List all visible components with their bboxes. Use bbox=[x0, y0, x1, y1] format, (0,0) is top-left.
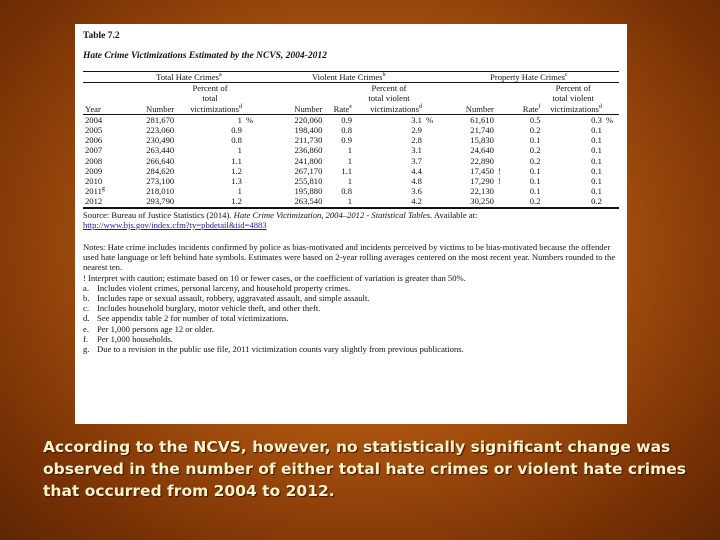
cell-t-num: 273,100 bbox=[146, 176, 175, 187]
note-letter: f. bbox=[83, 333, 89, 344]
table-row bbox=[83, 135, 619, 145]
cell-year: 2011$^g$ bbox=[85, 186, 105, 197]
cell-p-flag bbox=[496, 114, 511, 125]
cell-v-pct-unit: % bbox=[425, 114, 434, 125]
cell-p-rate: 0.1 bbox=[529, 176, 541, 187]
table-row bbox=[83, 125, 619, 135]
cell-v-pct-unit bbox=[424, 145, 439, 155]
cell-t-pct-unit bbox=[244, 125, 259, 135]
cell-year: 2008 bbox=[85, 155, 103, 166]
cell-p-pct-unit bbox=[604, 196, 619, 206]
note-item bbox=[83, 313, 619, 323]
cell-v-num: 220,060 bbox=[294, 114, 323, 125]
cell-p-pct-unit bbox=[604, 166, 619, 176]
cell-t-pct: 1 bbox=[237, 114, 242, 125]
cell-year: 2006 bbox=[85, 135, 103, 146]
cell-year: 2009 bbox=[85, 165, 103, 176]
cell-p-pct: 0.1 bbox=[591, 135, 602, 146]
table-row bbox=[83, 156, 619, 166]
cell-p-num: 30,250 bbox=[470, 196, 494, 207]
cell-v-num: 255,810 bbox=[294, 176, 323, 187]
cell-t-num: 281,670 bbox=[146, 114, 175, 125]
cell-p-flag bbox=[496, 145, 511, 155]
cell-p-rate: 0.2 bbox=[529, 145, 541, 156]
note-text: Due to a revision in the public use file, 2011 victimization counts vary slightly from previous publications. bbox=[97, 344, 464, 355]
note-letter: c. bbox=[83, 303, 89, 314]
cell-p-num: 61,610 bbox=[470, 114, 494, 125]
cell-p-flag: ! bbox=[497, 176, 501, 187]
note-item bbox=[83, 303, 619, 313]
cell-p-rate: 0.1 bbox=[529, 186, 541, 197]
col-year: Year bbox=[83, 104, 119, 115]
group-header-row bbox=[83, 72, 619, 83]
cell-p-rate: 0.1 bbox=[529, 135, 541, 146]
cell-p-num: 17,290 bbox=[470, 176, 494, 187]
cell-t-pct-unit bbox=[244, 186, 259, 196]
col-violent-pct: victimizations$^d$ bbox=[354, 104, 424, 115]
cell-p-pct-unit bbox=[604, 135, 619, 145]
cell-t-pct-unit: % bbox=[245, 114, 254, 125]
cell-p-pct-unit bbox=[604, 176, 619, 186]
source-link[interactable]: http://www.bjs.gov/index.cfm?ty=pbdetail&iid=4883 bbox=[83, 219, 267, 230]
note-letter: e. bbox=[83, 323, 89, 334]
cell-year: 2007 bbox=[85, 145, 103, 156]
cell-p-pct: 0.1 bbox=[591, 165, 602, 176]
cell-p-pct: 0.1 bbox=[591, 186, 602, 197]
cell-p-flag bbox=[496, 156, 511, 166]
note-item bbox=[83, 334, 619, 344]
cell-v-num: 236,860 bbox=[294, 145, 323, 156]
cell-p-pct-unit bbox=[604, 125, 619, 135]
cell-p-pct: 0.2 bbox=[591, 196, 602, 207]
cell-t-pct-unit bbox=[244, 166, 259, 176]
table-title: Hate Crime Victimizations Estimated by the NCVS, 2004-2012 bbox=[83, 51, 327, 61]
table-row bbox=[83, 114, 619, 125]
cell-v-rate: 0.9 bbox=[341, 114, 353, 125]
cell-p-pct-unit bbox=[604, 156, 619, 166]
cell-t-pct: 1.2 bbox=[231, 165, 242, 176]
slide-caption: According to the NCVS, however, no statistically significant change was observed in the number of either total hate crimes or violent hate crimes that occurred from 2004 to 2012. bbox=[43, 438, 686, 500]
note-item bbox=[83, 324, 619, 334]
cell-v-num: 195,880 bbox=[294, 186, 323, 197]
cell-v-num: 198,400 bbox=[294, 125, 323, 136]
note-letter: g. bbox=[83, 344, 90, 355]
cell-v-pct: 4.4 bbox=[411, 165, 422, 176]
note-item bbox=[83, 283, 619, 293]
cell-p-flag bbox=[496, 125, 511, 135]
cell-v-rate: 1.1 bbox=[341, 165, 353, 176]
note-letter: a. bbox=[83, 282, 89, 293]
notes-list bbox=[83, 283, 619, 354]
subheader-row-1: Percent of Percent of Percent of bbox=[192, 83, 591, 94]
note-text: Includes rape or sexual assault, robbery, aggravated assault, and simple assault. bbox=[97, 293, 370, 304]
col-total-number: Number bbox=[119, 104, 176, 115]
cell-t-pct-unit bbox=[244, 145, 259, 155]
cell-v-num: 263,540 bbox=[294, 196, 323, 207]
cell-v-pct: 3.6 bbox=[411, 186, 422, 197]
table-row bbox=[83, 186, 619, 196]
cell-v-pct: 3.1 bbox=[411, 145, 422, 156]
cell-v-pct: 2.9 bbox=[411, 125, 422, 136]
cell-t-pct: 0.9 bbox=[231, 125, 242, 136]
note-letter: b. bbox=[83, 293, 90, 304]
cell-p-flag bbox=[496, 135, 511, 145]
note-text: See appendix table 2 for number of total victimizations. bbox=[97, 313, 289, 324]
cell-p-pct-unit: % bbox=[605, 114, 614, 125]
notes-caution: ! Interpret with caution; estimate based on 10 or fewer cases, or the coefficient of variation is greater than 50%. bbox=[83, 272, 466, 283]
cell-p-rate: 0.5 bbox=[529, 114, 541, 125]
cell-v-num: 267,170 bbox=[294, 165, 323, 176]
cell-v-pct-unit bbox=[424, 176, 439, 186]
column-header-row bbox=[83, 104, 619, 115]
note-item bbox=[83, 293, 619, 303]
cell-p-flag bbox=[496, 196, 511, 206]
cell-p-pct-unit bbox=[604, 145, 619, 155]
cell-p-num: 24,640 bbox=[470, 145, 494, 156]
cell-p-num: 17,450 bbox=[470, 165, 494, 176]
group-total-hate-crimes: Total Hate Crimes$^a$ bbox=[119, 72, 259, 83]
note-text: Includes household burglary, motor vehicle theft, and other theft. bbox=[97, 303, 321, 314]
cell-p-pct-unit bbox=[604, 186, 619, 196]
cell-v-pct: 2.8 bbox=[411, 135, 422, 146]
table-row bbox=[83, 176, 619, 186]
cell-p-rate: 0.1 bbox=[529, 165, 541, 176]
table-row bbox=[83, 166, 619, 176]
cell-v-rate: 0.9 bbox=[341, 135, 353, 146]
table-number: Table 7.2 bbox=[83, 31, 120, 41]
cell-v-rate: 0.8 bbox=[341, 186, 353, 197]
cell-t-pct: 0.8 bbox=[231, 135, 242, 146]
cell-v-rate: 1 bbox=[347, 155, 353, 166]
table-row bbox=[83, 145, 619, 155]
note-text: Includes violent crimes, personal larceny, and household property crimes. bbox=[97, 282, 351, 293]
cell-t-pct: 1.2 bbox=[231, 196, 242, 207]
cell-p-pct: 0.1 bbox=[591, 155, 602, 166]
cell-v-num: 241,800 bbox=[294, 155, 323, 166]
col-property-number: Number bbox=[439, 104, 496, 115]
cell-p-flag bbox=[496, 186, 511, 196]
cell-p-rate: 0.2 bbox=[529, 155, 541, 166]
cell-v-pct: 4.2 bbox=[411, 196, 422, 207]
cell-p-pct: 0.1 bbox=[591, 176, 602, 187]
table-notes bbox=[83, 242, 619, 354]
cell-p-pct: 0.1 bbox=[591, 145, 602, 156]
cell-t-num: 223,060 bbox=[146, 125, 175, 136]
group-violent-hate-crimes: Violent Hate Crimes$^b$ bbox=[259, 72, 439, 83]
cell-t-pct: 1 bbox=[237, 145, 242, 156]
cell-t-pct: 1 bbox=[237, 186, 242, 197]
subheader-row-2: total total violent total violent bbox=[202, 93, 594, 104]
cell-t-pct: 1.3 bbox=[231, 176, 242, 187]
cell-year: 2004 bbox=[85, 114, 103, 125]
cell-p-rate: 0.2 bbox=[529, 125, 541, 136]
cell-v-pct-unit bbox=[424, 125, 439, 135]
col-total-pct: victimizations$^d$ bbox=[176, 104, 244, 115]
cell-t-pct-unit bbox=[244, 176, 259, 186]
note-text: Per 1,000 households. bbox=[97, 333, 173, 344]
cell-year: 2005 bbox=[85, 125, 103, 136]
notes-intro: Notes: Hate crime includes incidents confirmed by police as bias-motivated and incidents perceived by victims to be bias-motivated because the offender used hate language or left behind hate symbols. Estimates were based on 2-year rolling averages centered on the most recent year. Numbers rounded to the nearest ten. bbox=[83, 242, 616, 273]
cell-t-num: 284,620 bbox=[146, 165, 175, 176]
table-source: Source: Bureau of Justice Statistics (2014). Hate Crime Victimization, 2004–2012 - Statistical Tables. Available at: http://www.bjs.gov/index.cfm?ty=pbdetail&iid=4883 bbox=[83, 208, 619, 230]
cell-year: 2012 bbox=[85, 196, 103, 207]
table-row bbox=[83, 196, 619, 206]
cell-v-rate: 0.8 bbox=[341, 125, 353, 136]
cell-v-rate: 1 bbox=[347, 196, 353, 207]
cell-year: 2010 bbox=[85, 176, 103, 187]
col-property-rate: Rate$^f$ bbox=[511, 104, 543, 115]
table-document bbox=[75, 24, 627, 424]
cell-v-rate: 1 bbox=[347, 145, 353, 156]
cell-p-pct: 0.1 bbox=[591, 125, 602, 136]
hate-crime-table bbox=[83, 71, 619, 208]
cell-v-pct: 3.1 bbox=[411, 114, 422, 125]
cell-v-pct: 3.7 bbox=[411, 155, 422, 166]
cell-v-pct-unit bbox=[424, 135, 439, 145]
cell-v-pct-unit bbox=[424, 166, 439, 176]
cell-t-pct-unit bbox=[244, 156, 259, 166]
cell-v-pct-unit bbox=[424, 156, 439, 166]
cell-t-pct-unit bbox=[244, 196, 259, 206]
cell-p-num: 22,130 bbox=[470, 186, 494, 197]
cell-p-num: 21,740 bbox=[470, 125, 494, 136]
cell-t-num: 293,790 bbox=[146, 196, 175, 207]
cell-v-pct: 4.8 bbox=[411, 176, 422, 187]
cell-t-num: 218,010 bbox=[146, 186, 175, 197]
note-item bbox=[83, 344, 619, 354]
cell-v-num: 211,730 bbox=[294, 135, 323, 146]
cell-p-rate: 0.2 bbox=[529, 196, 541, 207]
cell-v-rate: 1 bbox=[347, 176, 353, 187]
col-property-pct: victimizations$^d$ bbox=[543, 104, 604, 115]
cell-p-flag: ! bbox=[497, 165, 501, 176]
col-violent-rate: Rate$^e$ bbox=[324, 104, 354, 115]
cell-v-pct-unit bbox=[424, 186, 439, 196]
note-text: Per 1,000 persons age 12 or older. bbox=[97, 323, 214, 334]
cell-p-num: 15,830 bbox=[470, 135, 494, 146]
cell-t-pct: 1.1 bbox=[231, 155, 242, 166]
cell-p-num: 22,890 bbox=[470, 155, 494, 166]
cell-t-num: 266,640 bbox=[146, 155, 175, 166]
col-violent-number: Number bbox=[259, 104, 325, 115]
cell-t-num: 230,490 bbox=[146, 135, 175, 146]
group-property-hate-crimes: Property Hate Crimes$^c$ bbox=[439, 72, 619, 83]
note-letter: d. bbox=[83, 313, 90, 324]
table-body bbox=[83, 114, 619, 207]
cell-t-num: 263,440 bbox=[146, 145, 175, 156]
cell-t-pct-unit bbox=[244, 135, 259, 145]
cell-v-pct-unit bbox=[424, 196, 439, 206]
cell-p-pct: 0.3 bbox=[591, 114, 602, 125]
